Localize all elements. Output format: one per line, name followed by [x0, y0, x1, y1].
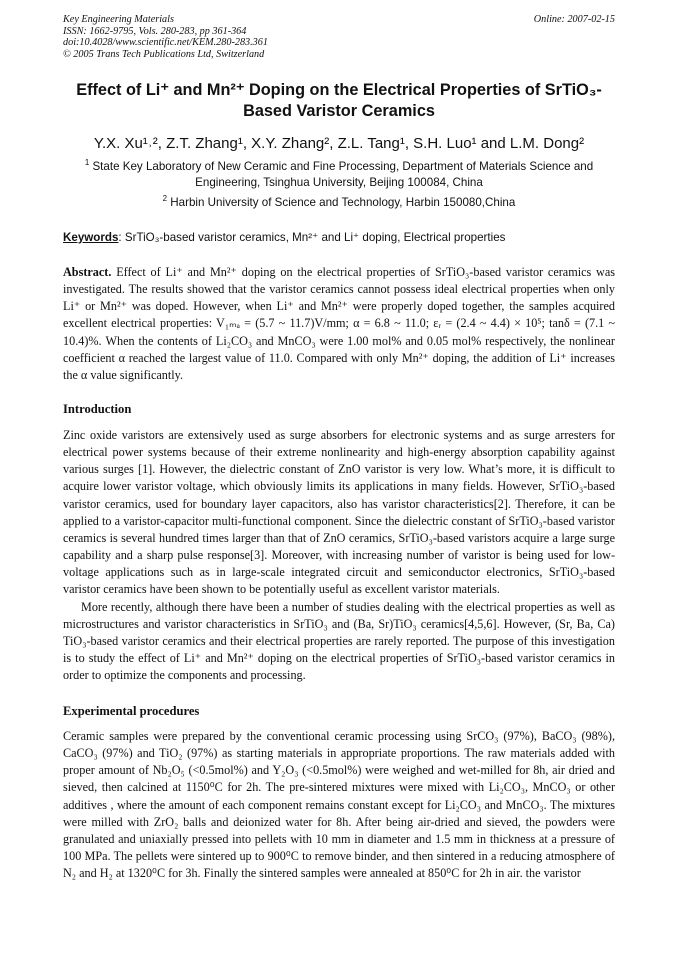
author-list: Y.X. Xu¹˒², Z.T. Zhang¹, X.Y. Zhang², Z.L. Tang¹, S.H. Luo¹ and L.M. Dong² [93, 135, 585, 152]
experimental-body [63, 728, 615, 882]
affiliation-1-text: State Key Laboratory of New Ceramic and Fine Processing, Department of Materials Science and Engineering, Tsinghua University, Beijing 100084, China [92, 160, 594, 189]
title-line-2: Based Varistor Ceramics [243, 102, 435, 120]
affiliation-1 [55, 159, 623, 190]
journal-header [63, 14, 615, 60]
affiliation-1-mark: 1 [84, 158, 90, 168]
abstract [63, 264, 615, 384]
experimental-paragraph-1: Ceramic samples were prepared by the conventional ceramic processing using SrCO₃ (97%), BaCO₃ (98%), CaCO₃ (97%) and TiO₂ (97%) as starting materials in appropriate proportions. The raw materials added with proper amount of Nb₂O₅ (<0.5mol%) and Y₂O₃ (<0.5mol%) were weighed and wet-milled for 8h, air dried and sieved, then calcined at 1150⁰C for 2h. The pre-sintered mixtures were mixed with Li₂CO₃, MnCO₃ or other additives , where the amount of each component remains constant except for Li₂CO₃ and MnCO₃. The mixtures were milled with ZrO₂ balls and deionized water for 8h. After being air-dried and sieved, the powders were granulated and uniaxially pressed into pellets with 10 mm in diameter and 1.5 mm in thickness at a pressure of 100 MPa. The pellets were sintered up to 900⁰C to remove binder, and then sintered in a reducing atmosphere of N₂ and H₂ at 1320⁰C for 3h. Finally the sintered samples were annealed at 850⁰C for 2h in air. the varistor [63, 729, 615, 881]
introduction-heading: Introduction [63, 402, 132, 416]
experimental-heading: Experimental procedures [63, 704, 200, 718]
introduction-paragraph-2: More recently, although there have been a number of studies dealing with the electrical properties as well as microstructures and varistor characteristics in SrTiO₃ and (Ba, Sr)TiO₃ ceramics[4,5,6]. However, (Sr, Ba, Ca) TiO₃-based varistor ceramics and their electrical properties are rarely reported. The purpose of this investigation is to study the effect of Li⁺ and Mn²⁺ doping on the electrical properties of SrTiO₃-based varistor ceramics in order to optimize the components and processing. [63, 599, 615, 683]
keywords-label: Keywords [63, 231, 119, 244]
introduction-paragraph-1: Zinc oxide varistors are extensively used as surge absorbers for electronic systems and as surge arresters for electrical power systems because of their extreme nonlinearity and high-energy absorption capability against various surges [1]. However, the dielectric constant of ZnO varistor is very low. What’s more, it is difficult to acquire lower varistor voltage, which obviously limits its applications in many fields. However, SrTiO₃-based varistor ceramics, used for boundary layer capacitors, also has varistor characteristics[2]. Therefore, it can be applied to a varistor-capacitor multi-functional component. Since the dielectric constant of SrTiO₃-based varistor ceramics is several hundred times larger than that of ZnO ceramics, SrTiO₃-based varistors acquire a large surge capability and a sharp pulse response[3]. Moreover, with increasing number of varistor is being used for low-voltage applications such as in large-scale integrated circuit and semiconductor electronics, SrTiO₃-based varistor ceramics have been shown to be potentially useful as excellent varistor materials. [63, 428, 615, 597]
online-date: Online: 2007-02-15 [533, 14, 615, 25]
issn-line: ISSN: 1662-9795, Vols. 280-283, pp 361-364 [63, 25, 247, 37]
copyright-line: © 2005 Trans Tech Publications Ltd, Switzerland [63, 48, 265, 60]
doi-line[interactable]: doi:10.4028/www.scientific.net/KEM.280-283.361 [63, 37, 268, 49]
affiliation-2-text: Harbin University of Science and Technology, Harbin 150080,China [170, 196, 516, 209]
affiliation-2-mark: 2 [162, 194, 168, 204]
paper-title [55, 80, 623, 122]
abstract-label: Abstract. [63, 265, 112, 279]
introduction-body [63, 427, 615, 684]
keywords [63, 230, 623, 246]
abstract-text: Effect of Li⁺ and Mn²⁺ doping on the electrical properties of SrTiO₃-based varistor ceramics was investigated. The results showed that the varistor ceramics cannot possess ideal electrical properties when only Li⁺ or Mn²⁺ was doped. However, when Li⁺ and Mn²⁺ were properly doped together, the samples acquired excellent electrical properties: V₁ₘₐ = (5.7 ~ 11.7)V/mm; α = 6.8 ~ 11.0; εᵣ = (2.4 ~ 4.4) × 10⁵; tanδ = (7.1 ~ 10.4)%. When the contents of Li₂CO₃ and MnCO₃ were 1.00 mol% and 0.05 mol% respectively, the nonlinear coefficient α reached the largest value of 11.0. Compared with only Mn²⁺ doping, the addition of Li⁺ increases the α value significantly. [63, 265, 615, 382]
journal-name: Key Engineering Materials [63, 14, 174, 25]
affiliation-2 [55, 195, 623, 211]
keywords-text: : SrTiO₃-based varistor ceramics, Mn²⁺ and Li⁺ doping, Electrical properties [118, 231, 506, 244]
title-line-1: Effect of Li⁺ and Mn²⁺ Doping on the Electrical Properties of SrTiO₃- [76, 81, 602, 99]
